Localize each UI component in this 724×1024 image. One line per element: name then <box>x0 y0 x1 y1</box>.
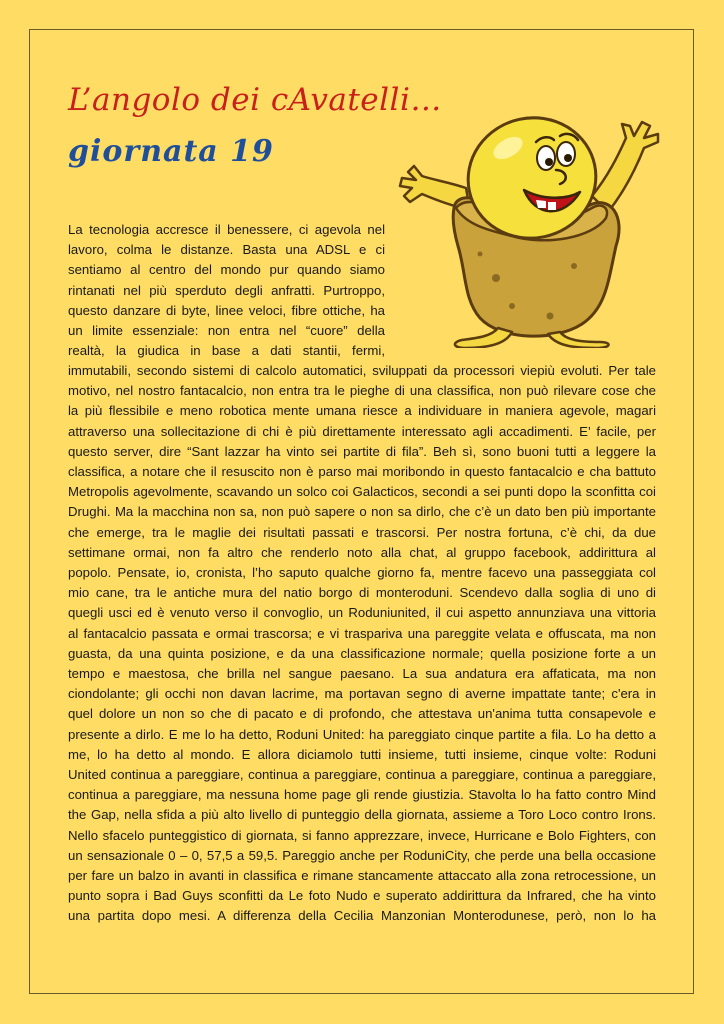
text-line: tempo e maestosa, che brilla nel sangue paesano. La sua andatura era affaticata, ma non <box>68 666 656 682</box>
text-line: per fare un balzo in avanti in classifica e rimane stancamente attaccato alla zona retrocessione, un <box>68 868 656 884</box>
page-title: L’angolo dei cAvatelli… <box>68 82 442 118</box>
text-line: Metropolis agevolmente, scavando un solco coi Galacticos, secondi a sei punti dopo la sconfitta coi <box>68 484 656 500</box>
text-line: sentiamo al centro del mondo pur quando siamo <box>68 262 385 278</box>
text-line: che emerge, tra le maglie dei risultati passati e trascorsi. Per nostra fortuna, c’è chi, da due <box>68 524 656 540</box>
text-line: rintanati nel più sperduto degli anfratti. Purtroppo, <box>68 282 385 298</box>
text-line: classifica, a notare che il resuscito non è parso mai moribondo in questo fantacalcio e cha battuto <box>68 464 656 480</box>
text-line: punto sopra i Bad Guys sconfitti da Le foto Nudo e superato addirittura da Infrared, che ha vinto <box>68 888 656 904</box>
text-line: immutabili, secondo sistemi di calcolo automatici, sviluppati da processori viepiù evoluti. Per tale <box>68 363 656 378</box>
text-line: attraverso una sollecitazione di chi è più direttamente interessato agli accadimenti. E’ facile, per <box>68 423 656 439</box>
text-line: questo server, dire “Sant lazzar ha vinto sei partite di fila”. Beh sì, sono buoni tutti a leggere la <box>68 443 656 459</box>
text-line: realtà, la giudica in base a dati stantii, fermi, <box>68 343 385 359</box>
smiling-potato-mascot-icon <box>396 96 660 348</box>
text-line: la più flessibile e meno robotica mente umana riesce a individuare in maniera agevole, magari <box>68 403 656 419</box>
text-line: popolo. Pensate, io, cronista, l’ho saputo qualche giorno fa, mentre facevo una passeggiata col <box>68 565 656 581</box>
intro-paragraph <box>68 220 385 361</box>
text-line: mio cane, tra le antiche mura del natio borgo di monteroduni. Scendevo dalla soglia di uno di <box>68 585 656 601</box>
text-line: ciondolante; gli occhi non davan lacrime, ma portavan segno di averne impattate tante; c'era in <box>68 686 656 702</box>
text-line: quegli usci ed è venuto verso il convoglio, un Roduniunited, il cui aspetto annunziava una vittoria <box>68 605 656 621</box>
text-line: continua a pareggiare, ma nessuna home page gli rende giustizia. Stavolta lo ha fatto contro Mind <box>68 787 656 803</box>
text-line: un sensazionale 0 – 0, 57,5 a 59,5. Pareggio anche per RoduniCity, che perde una bella occasione <box>68 847 656 863</box>
text-line: Drughi. Ma la macchina non sa, non può sapere o non sa dirlo, che c’è un dato ben più importante <box>68 504 656 520</box>
text-line: al fantacalcio passata e ormai trascorsa; e vi traspariva una pareggite velata e offuscata, ma non <box>68 625 656 641</box>
text-line: United continua a pareggiare, continua a pareggiare, continua a pareggiare, continua a pareggiare, <box>68 767 656 783</box>
text-line: me, lo ha detto al mondo. E allora diciamolo tutti insieme, tutti insieme, cinque volte: Roduni <box>68 746 656 762</box>
body-paragraph <box>68 361 656 927</box>
text-line: Nello sfacelo punteggistico di giornata, si fanno apprezzare, invece, Hurricane e Bolo Fighters, con <box>68 827 656 843</box>
text-line: questo danzare di byte, linee veloci, fibre ottiche, ha <box>68 302 385 318</box>
text-line: quel dolore un non so che di pacato e di profondo, che attestava un'anima tutta consapevole e <box>68 706 656 722</box>
text-line: un limite essenziale: non entra nel “cuore” della <box>68 323 385 339</box>
text-line: guasta, da una quinta posizione, e da una classificazione normale; quella posizione forte a un <box>68 645 656 661</box>
page-subtitle: giornata 19 <box>68 134 274 169</box>
text-line: una partita dopo mesi. A differenza della Cecilia Manzonian Monterodunese, però, non lo ha <box>68 908 656 924</box>
text-line: the Gap, nella sfida a più alto livello di punteggio della giornata, assieme a Toro Loco contro Irons. <box>68 807 656 823</box>
text-line: motivo, nel nostro fantacalcio, non entra tra le pieghe di una classifica, non può rilevare cose che <box>68 383 656 399</box>
text-line: settimane ormai, non fa altro che renderlo noto alla chat, al gruppo facebook, addirittura al <box>68 544 656 560</box>
text-line: lavoro, colma le distanze. Basta una ADSL e ci <box>68 242 385 258</box>
text-line: presente a dirlo. E me lo ha detto, Roduni United: ha pareggiato cinque partite a fila. Lo ha detto a <box>68 726 656 742</box>
text-line: La tecnologia accresce il benessere, ci agevola nel <box>68 222 385 237</box>
